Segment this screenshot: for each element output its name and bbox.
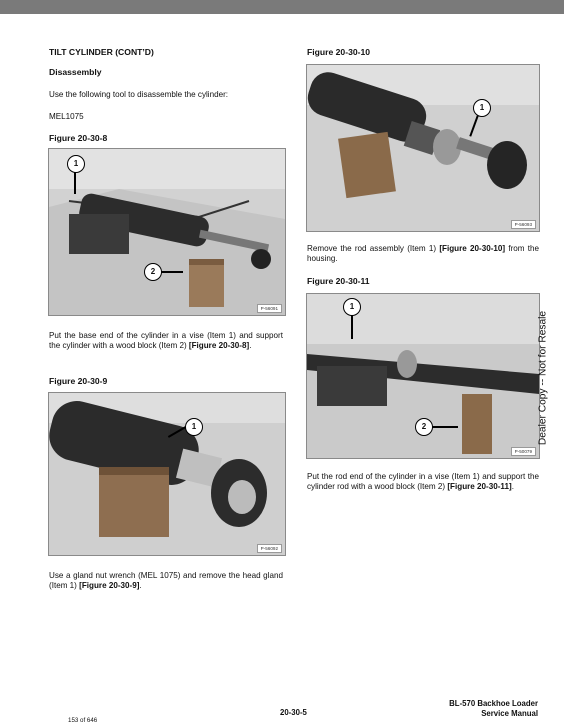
figure-11-photo	[306, 293, 540, 459]
callout-2: 2	[415, 418, 433, 436]
tool-number: MEL1075	[49, 112, 84, 121]
figure-8-photo	[48, 148, 286, 316]
callout-1-leader	[74, 172, 76, 194]
subheading-disassembly: Disassembly	[49, 67, 102, 77]
figure-9-photo	[48, 392, 286, 556]
figure-10-photo	[306, 64, 540, 232]
callout-2-leader	[161, 271, 183, 273]
figure-10-label: Figure 20-30-10	[307, 47, 371, 57]
callout-2: 2	[144, 263, 162, 281]
callout-1: 1	[67, 155, 85, 173]
callout-2-leader	[432, 426, 458, 428]
section-title: TILT CYLINDER (CONT’D)	[49, 47, 154, 57]
paragraph-fig9: Use a gland nut wrench (MEL 1075) and remove the head gland (Item 1) [Figure 20-30-9].	[49, 571, 283, 591]
figure-8-label: Figure 20-30-8	[49, 133, 108, 143]
top-bar	[0, 0, 564, 14]
manual-type: Service Manual	[481, 709, 538, 718]
callout-1: 1	[185, 418, 203, 436]
watermark-side	[533, 296, 553, 460]
callout-1-leader	[351, 315, 353, 339]
page-count: 153 of 646	[68, 717, 98, 724]
page-number: 20-30-5	[280, 708, 307, 717]
paragraph-fig10: Remove the rod assembly (Item 1) [Figure 20-30-10] from the housing.	[307, 244, 540, 264]
manual-title: BL-570 Backhoe Loader	[449, 699, 538, 708]
callout-1: 1	[473, 99, 491, 117]
figure-9-code: P-56092	[257, 544, 282, 553]
callout-1: 1	[343, 298, 361, 316]
paragraph-fig8: Put the base end of the cylinder in a vise (Item 1) and support the cylinder with a wood block (Item 2) [Figure 20-30-8].	[49, 331, 283, 351]
figure-10-code: P-56093	[511, 220, 536, 229]
figure-11-label: Figure 20-30-11	[307, 276, 370, 286]
watermark-text: Dealer Copy -- Not for Resale	[537, 310, 549, 446]
figure-11-code: P-50079	[511, 447, 536, 456]
figure-9-label: Figure 20-30-9	[49, 376, 108, 386]
intro-text: Use the following tool to disassemble the cylinder:	[49, 90, 229, 99]
figure-8-code: P-56091	[257, 304, 282, 313]
paragraph-fig11: Put the rod end of the cylinder in a vise (Item 1) and support the cylinder rod with a wood block (Item 2) [Figure 20-30-11].	[307, 472, 539, 492]
